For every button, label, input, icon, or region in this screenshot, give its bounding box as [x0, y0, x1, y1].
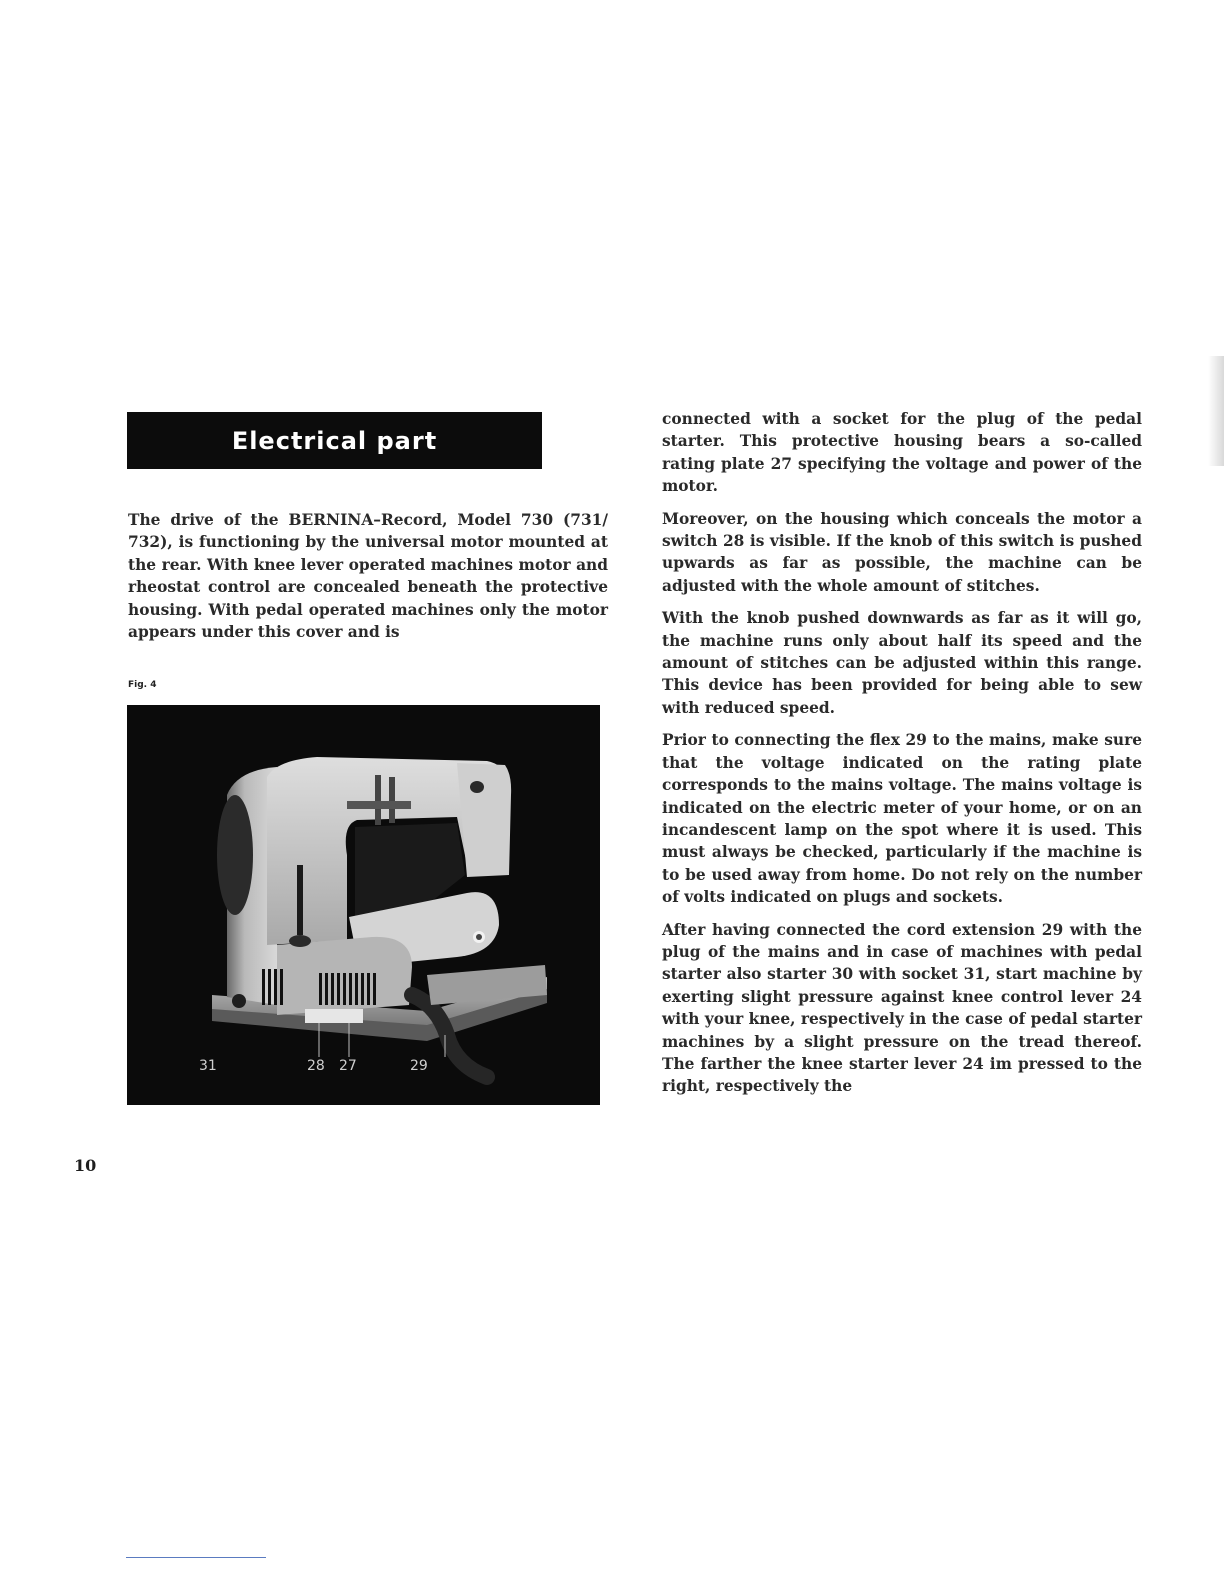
paragraph-switch: Moreover, on the housing which conceals the motor a switch 28 is visible. If the knob of this switch is pushed upwards as far as possible, the machine can be adjusted with the whole amount of stitches.	[662, 509, 1142, 595]
sewing-machine-photo	[127, 705, 600, 1105]
paragraph-reduced-speed: With the knob pushed downwards as far as it will go, the machine runs only about half its speed and the amount of stitches can be adjusted within this range. This device has been provided for being able to sew with reduced speed.	[662, 609, 1142, 717]
callout-31: 31	[199, 1058, 217, 1074]
right-column	[662, 408, 1142, 1108]
section-heading-bar	[127, 412, 542, 469]
callout-27: 27	[339, 1058, 357, 1074]
figure-label: Fig. 4	[128, 680, 157, 690]
footnote-rule	[126, 1557, 266, 1558]
callout-28: 28	[307, 1058, 325, 1074]
section-heading: Electrical part	[231, 426, 438, 455]
sewing-machine-illustration	[127, 705, 600, 1105]
callout-29: 29	[410, 1058, 428, 1074]
scan-edge-shadow	[1208, 356, 1224, 466]
page-number: 10	[74, 1156, 97, 1175]
paragraph-rating-plate: connected with a socket for the plug of the pedal starter. This protective housing bears a so-called rating plate 27 specifying the voltage and power of the motor.	[662, 410, 1142, 496]
paragraph-voltage-check: Prior to connecting the flex 29 to the mains, make sure that the voltage indicated on the rating plate corresponds to the mains voltage. The mains voltage is indicated on the electric meter of your home, or on an incandescent lamp on the spot where it is used. This must always be checked, particularly if the machine is to be used away from home. Do not rely on the number of volts indicated on plugs and sockets.	[662, 731, 1142, 907]
intro-paragraph: The drive of the BERNINA–Record, Model 730 (731/ 732), is functioning by the universal motor mounted at the rear. With knee lever operated machines motor and rheostat control are concealed beneath the protective housing. With pedal operated machines only the motor appears under this cover and is	[128, 511, 608, 642]
paragraph-starting: After having connected the cord extension 29 with the plug of the mains and in case of machines with pedal starter also starter 30 with socket 31, start machine by exerting slight pressure against knee control lever 24 with your knee, respectively in the case of pedal starter machines by a slight pressure on the tread thereof. The farther the knee starter lever 24 im pressed to the right, respectively the	[662, 920, 1142, 1096]
